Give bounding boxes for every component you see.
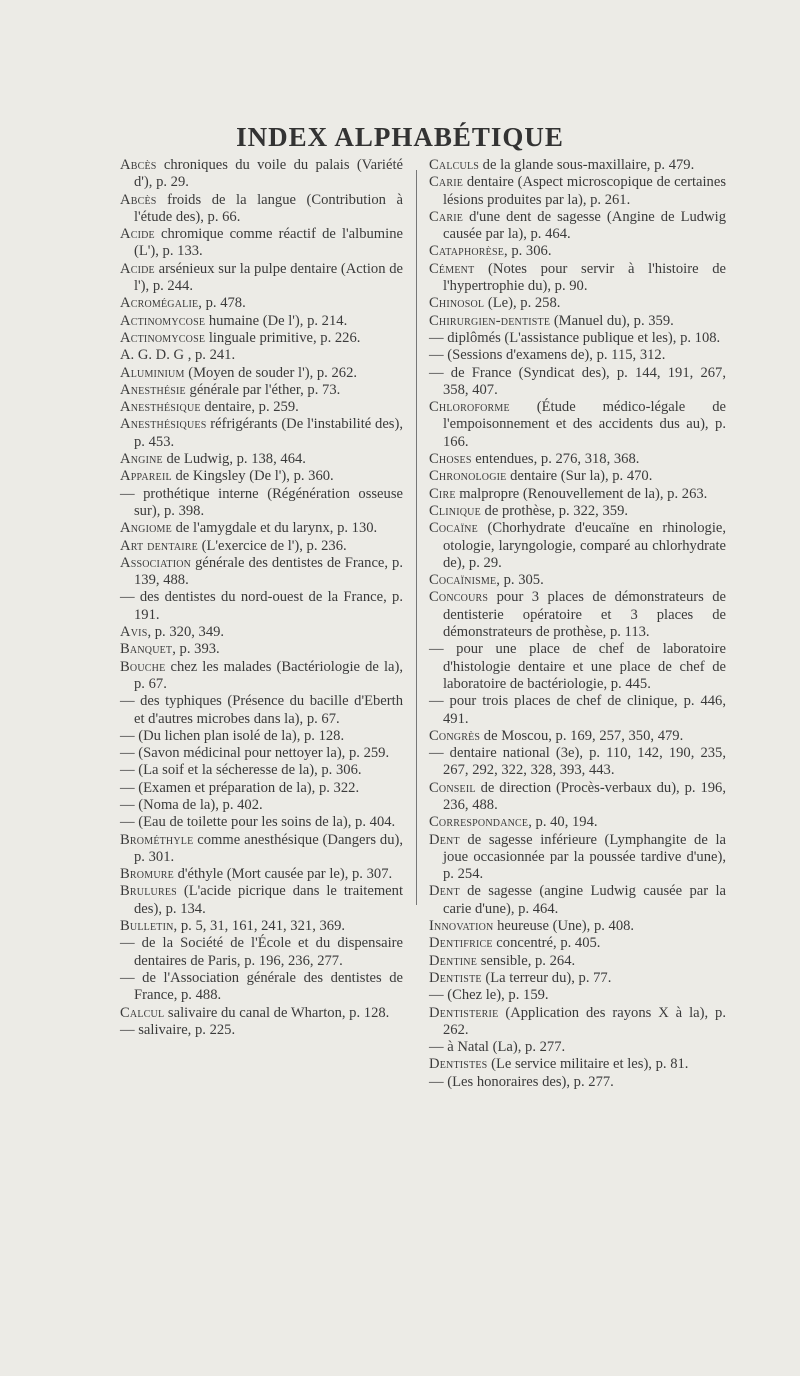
index-entry-text: chroniques du voile du palais (Variété d'), p. 29. (134, 157, 403, 191)
index-entry-text: pour 3 places de démonstrateurs de dentisterie opératoire et 3 places de démonstrateurs de prothèse, p. 113. (443, 589, 726, 641)
index-headword: Conseil (429, 779, 476, 796)
index-entry-text: , p. 478. (198, 295, 246, 312)
index-headword: Dentisterie (429, 1004, 499, 1021)
index-headword: Carie (429, 174, 464, 191)
index-headword: Acide (120, 260, 155, 277)
index-entry (429, 451, 726, 468)
index-headword: Calculs (429, 157, 480, 173)
index-entry (120, 451, 403, 468)
index-entry-text: — à Natal (La), p. 277. (429, 1039, 566, 1056)
index-entry (120, 780, 403, 797)
index-entry-text: de Moscou, p. 169, 257, 350, 479. (480, 727, 684, 744)
index-headword: Dent (429, 883, 460, 900)
index-entry-text: de prothèse, p. 322, 359. (480, 502, 629, 519)
index-entry (120, 883, 403, 918)
index-entry (120, 486, 403, 521)
column-divider (416, 170, 417, 905)
index-entry (120, 399, 403, 416)
index-headword: Brulures (120, 883, 177, 900)
index-entry-text: de sagesse (angine Ludwig causée par la carie d'une), p. 464. (443, 883, 726, 917)
index-entry-text: de sagesse inférieure (Lymphangite de la joue occasionnée par la poussée tardive d'une), p. 254. (443, 831, 726, 883)
index-headword: Cataphorèse (429, 243, 505, 260)
index-entry (120, 157, 403, 192)
index-entry-text: — pour trois places de chef de clinique, p. 446, 491. (429, 693, 726, 727)
index-entry (120, 226, 403, 261)
index-entry-text: chez les malades (Bactériologie de la), p. 67. (134, 658, 403, 692)
index-entry (120, 538, 403, 555)
index-entry (120, 1022, 403, 1039)
index-entry-text: heureuse (Une), p. 408. (493, 918, 635, 935)
index-headword: Bulletin (120, 918, 174, 935)
index-entry (429, 1056, 726, 1073)
index-entry (120, 797, 403, 814)
index-entry (429, 935, 726, 952)
index-headword: Banquet (120, 641, 173, 658)
index-entry-text: dentaire, p. 259. (200, 399, 299, 416)
index-entry (429, 589, 726, 641)
index-entry-text: d'une dent de sagesse (Angine de Ludwig causée par la), p. 464. (443, 208, 726, 243)
index-headword: Abcès (120, 157, 157, 173)
index-entry (429, 1005, 726, 1040)
index-entry-text: , p. 305. (496, 572, 544, 589)
index-entry (120, 192, 403, 227)
index-entry-text: — (Chez le), p. 159. (429, 987, 549, 1004)
index-entry-text: — (Eau de toilette pour les soins de la), p. 404. (120, 814, 396, 831)
index-headword: Dentistes (429, 1056, 488, 1073)
index-headword: Anesthésiques (120, 416, 207, 433)
index-entry (120, 641, 403, 658)
index-entry (429, 330, 726, 347)
index-entry (120, 935, 403, 970)
index-entry-text: entendues, p. 276, 318, 368. (471, 451, 640, 468)
index-headword: Congrès (429, 727, 481, 744)
index-headword: Choses (429, 451, 472, 468)
index-headword: Appareil (120, 468, 172, 485)
index-entry-text: concentré, p. 405. (492, 935, 601, 952)
index-headword: Calcul (120, 1004, 165, 1021)
index-entry-text: (Le), p. 258. (484, 295, 561, 312)
index-column-left (120, 157, 403, 1039)
index-entry (120, 1005, 403, 1022)
index-entry-text: — des dentistes du nord-ouest de la France, p. 191. (120, 589, 403, 623)
index-entry-text: — de France (Syndicat des), p. 144, 191, 267, 358, 407. (429, 364, 726, 398)
index-headword: Clinique (429, 502, 481, 519)
index-entry-text: , p. 306. (504, 243, 552, 260)
index-entry-text: (Application des rayons X à la), p. 262. (443, 1004, 726, 1038)
index-entry-text: — des typhiques (Présence du bacille d'Eberth et d'autres microbes dans la), p. 67. (120, 693, 403, 727)
index-entry (429, 486, 726, 503)
index-entry-text: — (Sessions d'examens de), p. 115, 312. (429, 347, 666, 364)
index-headword: Actinomycose (120, 329, 206, 346)
index-entry (429, 347, 726, 364)
index-entry (120, 728, 403, 745)
index-entry (120, 295, 403, 312)
index-entry (120, 313, 403, 330)
index-entry-text: linguale primitive, p. 226. (205, 329, 361, 346)
index-headword: Concours (429, 589, 489, 606)
index-entry (429, 157, 726, 174)
index-entry (120, 382, 403, 399)
index-entry (429, 987, 726, 1004)
index-headword: Bouche (120, 658, 166, 675)
index-entry-text: — de la Société de l'École et du dispensaire dentaires de Paris, p. 196, 236, 277. (120, 935, 403, 969)
index-headword: Innovation (429, 918, 494, 935)
index-entry-text: générale des dentistes de France, p. 139, 488. (134, 554, 403, 589)
index-entry (120, 330, 403, 347)
index-entry-text: froids de la langue (Contribution à l'étude des), p. 66. (134, 191, 403, 225)
index-headword: Correspondance (429, 814, 529, 831)
index-entry-text: (Étude médico-légale de l'empoisonnement et des accidents dus au), p. 166. (443, 399, 726, 450)
index-entry (429, 745, 726, 780)
index-entry-text: d'éthyle (Mort causée par le), p. 307. (173, 866, 393, 883)
index-headword: Dentine (429, 952, 478, 969)
index-entry (429, 174, 726, 209)
index-headword: Dentiste (429, 969, 482, 986)
index-entry (429, 780, 726, 815)
index-entry-text: réfrigérants (De l'instabilité des), p. 453. (134, 416, 403, 450)
index-entry-text: chromique comme réactif de l'albumine (L'), p. 133. (134, 226, 403, 260)
index-entry (429, 365, 726, 400)
index-entry-text: de Ludwig, p. 138, 464. (162, 451, 306, 468)
index-entry-text: — salivaire, p. 225. (120, 1021, 236, 1038)
index-entry-text: de la glande sous-maxillaire, p. 479. (479, 157, 695, 173)
index-entry (120, 659, 403, 694)
index-entry-text: — pour une place de chef de laboratoire d'histologie dentaire et une place de chef de laboratoire de bactériologie, p. 445. (429, 641, 726, 692)
index-headword: Aluminium (120, 364, 185, 381)
index-entry (429, 209, 726, 244)
index-entry-text: , p. 40, 194. (528, 814, 598, 831)
index-entry (120, 624, 403, 641)
index-headword: Anesthésie (120, 381, 186, 398)
index-entry (120, 555, 403, 590)
index-entry (429, 883, 726, 918)
index-entry-text: (La terreur du), p. 77. (481, 969, 612, 986)
index-headword: Dentifrice (429, 935, 493, 952)
index-entry (429, 313, 726, 330)
index-entry (120, 762, 403, 779)
index-entry-text: — (Examen et préparation de la), p. 322. (120, 779, 360, 796)
index-entry (120, 918, 403, 935)
index-entry-text: A. G. D. G , p. 241. (120, 347, 236, 364)
index-headword: Abcès (120, 191, 157, 208)
index-entry-text: dentaire (Sur la), p. 470. (506, 468, 653, 485)
index-entry (429, 243, 726, 260)
index-headword: Cocaïne (429, 520, 478, 537)
index-entry-text: — (Du lichen plan isolé de la), p. 128. (120, 727, 345, 744)
page-title: INDEX ALPHABÉTIQUE (236, 122, 564, 152)
index-entry-text: , p. 5, 31, 161, 241, 321, 369. (173, 918, 346, 935)
index-entry (429, 1039, 726, 1056)
index-entry (429, 520, 726, 572)
index-headword: Chloroforme (429, 399, 510, 416)
index-entry (429, 693, 726, 728)
index-entry (120, 416, 403, 451)
index-headword: Association (120, 554, 192, 571)
index-entry (120, 832, 403, 867)
index-entry-text: salivaire du canal de Wharton, p. 128. (164, 1004, 390, 1021)
index-entry (429, 468, 726, 485)
index-entry (429, 503, 726, 520)
index-entry-text: humaine (De l'), p. 214. (205, 312, 348, 329)
index-entry-text: , p. 320, 349. (147, 624, 225, 641)
index-entry (120, 365, 403, 382)
index-entry-text: générale par l'éther, p. 73. (185, 381, 341, 398)
index-entry (120, 261, 403, 296)
index-entry (120, 347, 403, 364)
index-entry-text: (L'exercice de l'), p. 236. (197, 537, 347, 554)
index-entry-text: de l'amygdale et du larynx, p. 130. (171, 520, 378, 537)
index-entry-text: (Manuel du), p. 359. (550, 312, 674, 329)
index-entry-text: (Moyen de souder l'), p. 262. (184, 364, 358, 381)
index-headword: Brométhyle (120, 831, 194, 848)
index-headword: Cément (429, 260, 475, 277)
index-entry (120, 468, 403, 485)
index-headword: Art dentaire (120, 537, 198, 554)
index-headword: Carie (429, 208, 464, 225)
index-entry-text: (L'acide picrique dans le traitement des), p. 134. (134, 883, 403, 917)
index-entry-text: — (Noma de la), p. 402. (120, 796, 263, 813)
index-entry (429, 399, 726, 451)
index-entry-text: — diplômés (L'assistance publique et les), p. 108. (429, 329, 721, 346)
index-entry (120, 589, 403, 624)
index-entry-text: — prothétique interne (Régénération osseuse sur), p. 398. (120, 485, 403, 519)
index-entry (429, 832, 726, 884)
index-headword: Chinosol (429, 295, 485, 312)
index-entry (429, 295, 726, 312)
index-entry-text: de Kingsley (De l'), p. 360. (171, 468, 334, 485)
index-entry-text: — (Les honoraires des), p. 277. (429, 1073, 614, 1090)
index-entry (429, 1074, 726, 1091)
index-entry-text: comme anesthésique (Dangers du), p. 301. (134, 831, 403, 865)
index-entry-text: dentaire (Aspect microscopique de certaines lésions produites par la), p. 261. (443, 174, 726, 208)
index-entry-text: arsénieux sur la pulpe dentaire (Action de l'), p. 244. (134, 260, 403, 295)
index-entry-text: de direction (Procès-verbaux du), p. 196, 236, 488. (443, 779, 726, 813)
index-entry (429, 572, 726, 589)
index-entry (429, 970, 726, 987)
index-headword: Angine (120, 451, 163, 468)
index-entry-text: — de l'Association générale des dentistes de France, p. 488. (120, 969, 403, 1004)
index-entry (120, 693, 403, 728)
index-entry (120, 520, 403, 537)
index-headword: Bromure (120, 866, 174, 883)
index-entry-text: malpropre (Renouvellement de la), p. 263. (455, 485, 708, 502)
index-entry (429, 814, 726, 831)
index-entry-text: — (Savon médicinal pour nettoyer la), p. 259. (120, 745, 390, 762)
index-entry-text: — dentaire national (3e), p. 110, 142, 190, 235, 267, 292, 322, 328, 393, 443. (429, 745, 726, 779)
index-entry-text: , p. 393. (172, 641, 220, 658)
index-entry (120, 970, 403, 1005)
index-headword: Chronologie (429, 468, 507, 485)
index-entry-text: (Le service militaire et les), p. 81. (487, 1056, 689, 1073)
index-headword: Cire (429, 485, 456, 502)
index-entry-text: sensible, p. 264. (477, 952, 576, 969)
index-headword: Acide (120, 226, 155, 243)
index-entry-text: (Notes pour servir à l'histoire de l'hypertrophie du), p. 90. (443, 260, 726, 295)
index-entry (429, 953, 726, 970)
index-entry-text: (Chorhydrate d'eucaïne en rhinologie, otologie, laryngologie, comparé au chlorhydrate de), p. 29. (443, 520, 726, 571)
index-headword: Anesthésique (120, 399, 201, 416)
index-entry-text: — (La soif et la sécheresse de la), p. 306. (120, 762, 362, 779)
index-headword: Actinomycose (120, 312, 206, 329)
index-headword: Angiome (120, 520, 172, 537)
index-entry (120, 745, 403, 762)
index-entry (429, 918, 726, 935)
index-headword: Chirurgien-dentiste (429, 312, 551, 329)
index-headword: Avis (120, 624, 148, 641)
index-headword: Dent (429, 831, 460, 848)
index-entry (429, 261, 726, 296)
index-headword: Cocaïnisme (429, 572, 497, 589)
index-entry (429, 641, 726, 693)
index-entry (429, 728, 726, 745)
index-entry (120, 866, 403, 883)
index-entry (120, 814, 403, 831)
index-headword: Acromégalie (120, 295, 199, 312)
index-column-right (429, 157, 726, 1091)
